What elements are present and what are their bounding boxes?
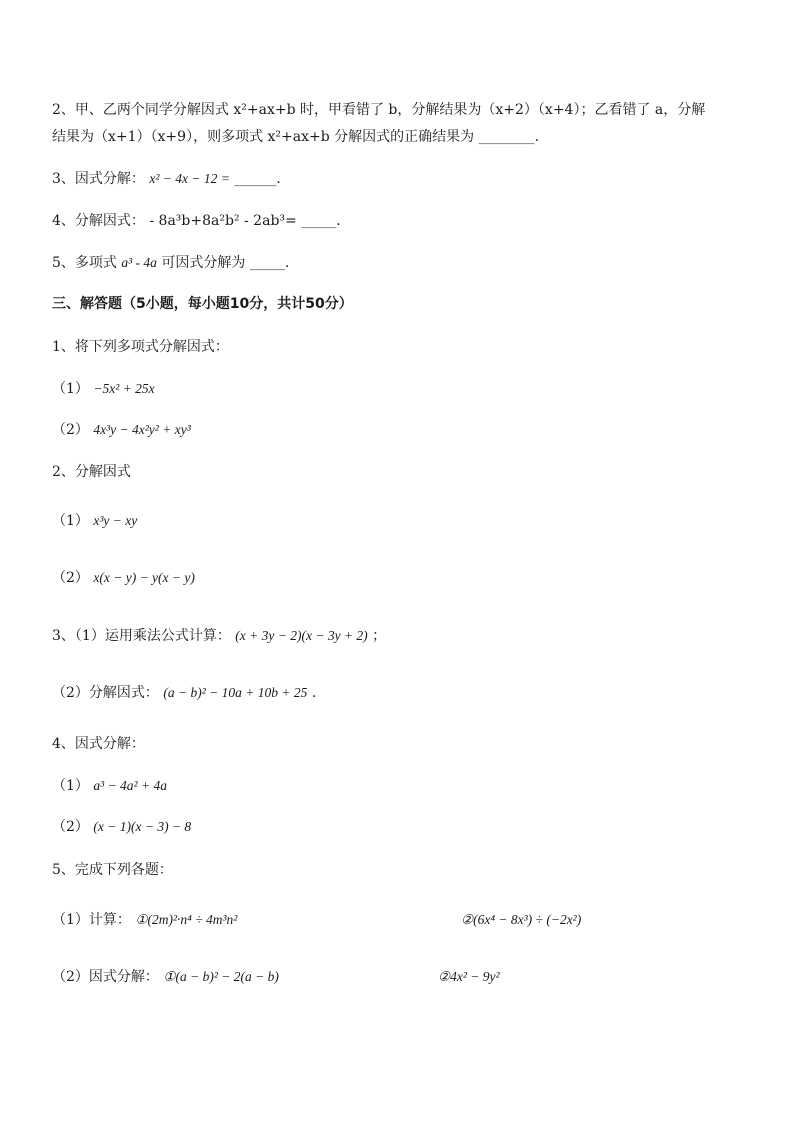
part-label: （2） xyxy=(52,422,89,438)
punctuation: ； xyxy=(372,628,387,644)
expression: (x − 1)(x − 3) − 8 xyxy=(93,819,192,834)
q5-suffix: 可因式分解为 xyxy=(161,255,246,271)
part-label: （2）因式分解： xyxy=(52,969,159,985)
solve-q3-part1 xyxy=(52,626,386,646)
q4-blank: _____. xyxy=(301,213,341,229)
expression: x(x − y) − y(x − y) xyxy=(93,570,195,585)
q4-expression: - 8a³b+8a²b² - 2ab³= xyxy=(149,213,297,229)
solve-q2-title: 2、分解因式 xyxy=(52,464,131,480)
q4-prefix: 4、分解因式： xyxy=(52,213,145,229)
part-label: （1） xyxy=(52,381,89,397)
solve-q5-title: 5、完成下列各题： xyxy=(52,862,173,878)
expression: (a − b)² − 10a + 10b + 25 xyxy=(163,685,308,700)
fill-in-q5 xyxy=(52,253,289,273)
q3-blank: ______. xyxy=(234,171,281,187)
expression: −5x² + 25x xyxy=(93,381,155,396)
part-label: （2） xyxy=(52,819,89,835)
part-label: 3、（1）运用乘法公式计算： xyxy=(52,628,231,644)
expression: ①(2m)²·n⁴ ÷ 4m³n² xyxy=(135,912,238,927)
solve-q5-row1-label xyxy=(52,910,237,930)
part-label: （1） xyxy=(52,513,89,529)
expression: 4x³y − 4x²y² + xy³ xyxy=(93,422,191,437)
fill-in-q3 xyxy=(52,169,281,189)
part-label: （1） xyxy=(52,778,89,794)
q5-blank: _____. xyxy=(249,255,290,271)
part-label: （2） xyxy=(52,570,89,586)
part-label: （2）分解因式： xyxy=(52,685,159,701)
solve-q4-part1 xyxy=(52,776,167,796)
q3-prefix: 3、因式分解： xyxy=(52,171,145,187)
fill-in-q2-line1: 2、甲、乙两个同学分解因式 x²+ax+b 时，甲看错了 b，分解结果为（x+2）（x+4）；乙看错了 a，分解 xyxy=(52,102,706,118)
expression: a³ − 4a² + 4a xyxy=(93,778,167,793)
expression: ①(a − b)² − 2(a − b) xyxy=(163,969,279,984)
expression: (x + 3y − 2)(x − 3y + 2) xyxy=(235,628,368,643)
fill-in-q4 xyxy=(52,211,341,231)
q5-expression: a³ - 4a xyxy=(121,255,157,270)
solve-q4-title: 4、因式分解： xyxy=(52,736,145,752)
solve-q2-part1 xyxy=(52,511,137,531)
q3-expression: x² − 4x − 12 = xyxy=(149,171,230,186)
section-heading: 三、解答题（5小题，每小题10分，共计50分） xyxy=(52,296,353,312)
solve-q1-title: 1、将下列多项式分解因式： xyxy=(52,339,229,355)
expression: x³y − xy xyxy=(93,513,138,528)
solve-q3-part2 xyxy=(52,683,316,703)
solve-q1-part2 xyxy=(52,420,191,440)
solve-q2-part2 xyxy=(52,568,195,588)
fill-in-q2-line2: 结果为（x+1）（x+9），则多项式 x²+ax+b 分解因式的正确结果为 ________. xyxy=(52,129,540,145)
punctuation: . xyxy=(311,685,317,701)
solve-q1-part1 xyxy=(52,379,155,399)
solve-q5-row2-b: ②4x² − 9y² xyxy=(438,969,500,984)
solve-q5-row2-label xyxy=(52,967,279,987)
part-label: （1）计算： xyxy=(52,912,131,928)
solve-q4-part2 xyxy=(52,817,191,837)
q5-prefix: 5、多项式 xyxy=(52,255,117,271)
solve-q5-row1-b: ②(6x⁴ − 8x³) ÷ (−2x²) xyxy=(461,912,582,927)
